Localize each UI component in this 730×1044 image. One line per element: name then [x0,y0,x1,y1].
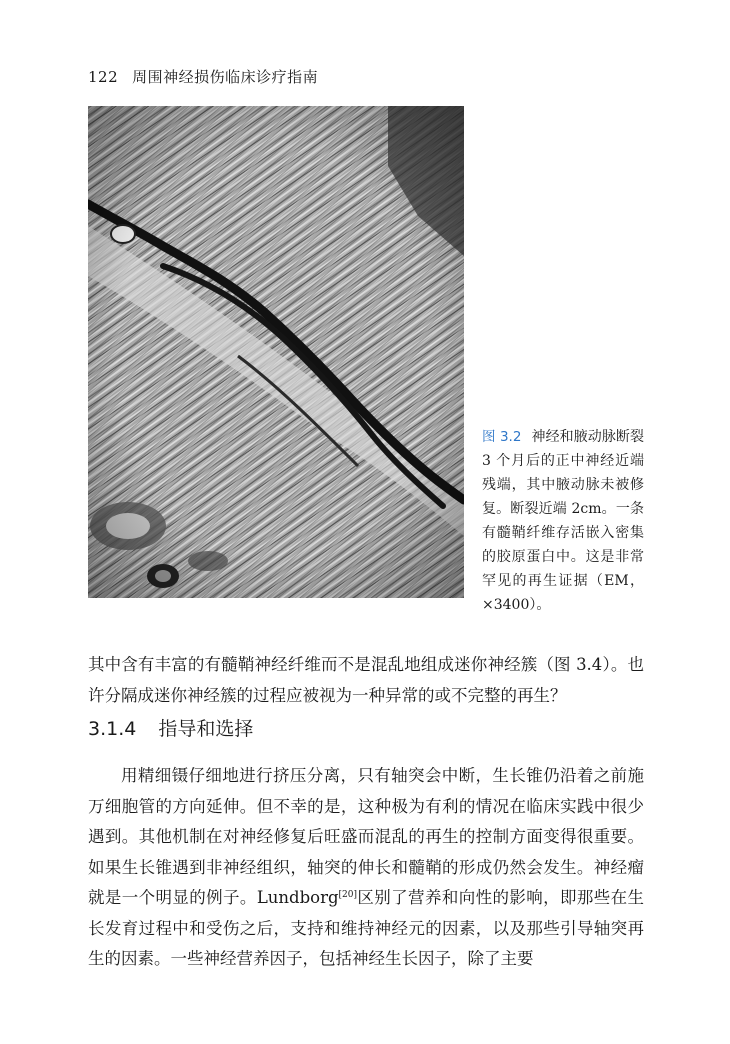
paragraph-text-before-citation: 用精细镊仔细地进行挤压分离，只有轴突会中断，生长锥仍沿着之前施万细胞管的方向延伸。但不幸的是，这种极为有利的情况在临床实践中很少遇到。其他机制在对神经修复后旺盛而混乱的再生的控制方面变得很重要。如果生长锥遇到非神经组织，轴突的伸长和髓鞘的形成仍然会发生。神经瘤就是一个明显的例子。Lundborg [88,766,644,907]
citation-ref: [20] [338,890,358,900]
page-number: 122 [88,68,119,86]
paragraph-text-after-citation: 区别了营养和向性的影响，即那些在生长发育过程中和受伤之后，支持和维持神经元的因素，以及那些引导轴突再生的因素。一些神经营养因子，包括神经生长因子，除了主要 [88,888,645,968]
electron-micrograph-figure [88,106,464,598]
section-number: 3.1.4 [88,718,137,740]
section-heading [88,714,253,741]
running-head [88,66,318,87]
book-title: 周围神经损伤临床诊疗指南 [132,68,319,86]
body-paragraph-2 [88,761,644,975]
section-title: 指导和选择 [158,718,254,740]
figure-caption [482,425,644,617]
figure-label: 图 3.2 [482,429,522,445]
body-paragraph-1: 其中含有丰富的有髓鞘神经纤维而不是混乱地组成迷你神经簇（图 3.4）。也许分隔成迷你神经簇的过程应被视为一种异常的或不完整的再生？ [88,655,644,705]
micrograph-image [88,106,464,598]
figure-caption-text: 神经和腋动脉断裂 3 个月后的正中神经近端残端，其中腋动脉未被修复。断裂近端 2cm。一条有髓鞘纤维存活嵌入密集的胶原蛋白中。这是非常罕见的再生证据（EM，×3400）。 [482,429,645,613]
